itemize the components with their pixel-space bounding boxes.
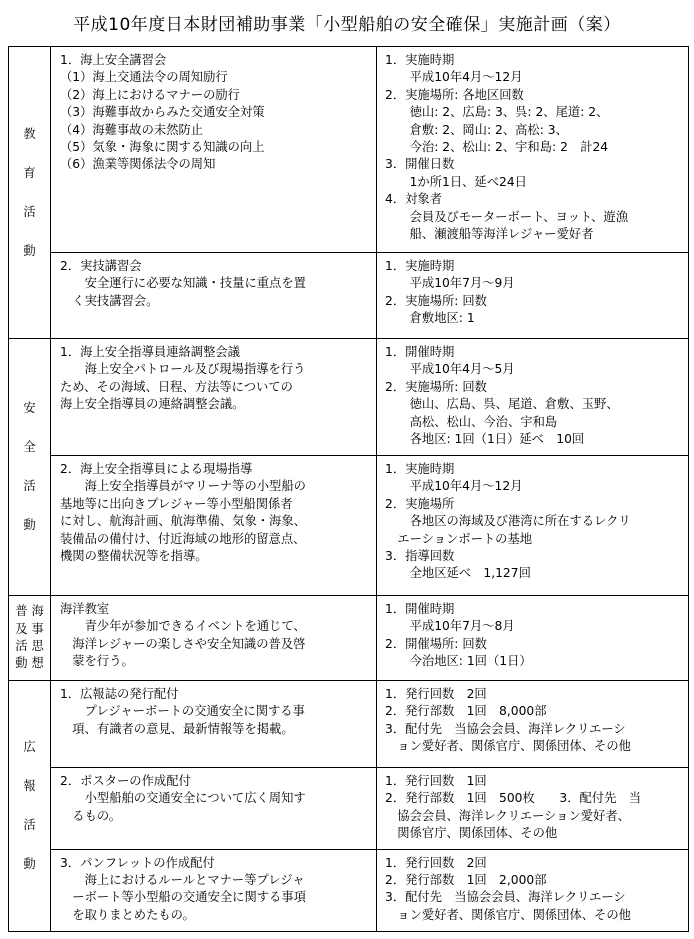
detail-line: 平成10年7月～8月 <box>385 619 515 634</box>
implementation-details-cell <box>377 253 689 339</box>
activity-description-cell <box>51 849 377 931</box>
detail-line: ョン愛好者、関係官庁、関係団体、その他 <box>385 739 631 754</box>
detail-line: 2．発行部数 1回 2,000部 <box>385 873 547 888</box>
description-line: 2．実技講習会 <box>60 259 142 273</box>
category-label <box>9 389 50 545</box>
description-line: ため、その海域、日程、方法等についての <box>60 379 293 394</box>
detail-line: 船、瀬渡船等海洋レジャー愛好者 <box>385 227 594 242</box>
description-line: ーボート等小型船の交通安全に関する事項 <box>60 890 306 905</box>
detail-line: 2．実施場所: 回数 <box>385 293 487 308</box>
detail-line: 2．発行部数 1回 500枚 3．配付先 当 <box>385 791 641 806</box>
detail-line: 平成10年7月～9月 <box>385 276 515 291</box>
implementation-details-cell <box>377 596 689 681</box>
detail-line: 1．開催時期 <box>385 602 455 616</box>
detail-line: 高松、松山、今治、宇和島 <box>385 414 558 429</box>
implementation-details-cell <box>377 768 689 850</box>
category-char: 教 <box>23 126 36 141</box>
activity-description-cell <box>51 681 377 768</box>
category-char: 普 <box>15 604 28 619</box>
description-line: 2．ポスターの作成配付 <box>60 774 191 788</box>
page-title: 平成10年度日本財団補助事業「小型船舶の安全確保」実施計画（案） <box>73 15 621 35</box>
detail-line: 今治地区: 1回（1日） <box>385 654 532 669</box>
detail-line: 2．発行部数 1回 8,000部 <box>385 704 547 719</box>
detail-line: 平成10年4月～12月 <box>385 479 523 494</box>
plan-row <box>9 681 689 768</box>
description-line: 海上におけるルールとマナー等プレジャ <box>60 873 305 888</box>
plan-row <box>9 596 689 681</box>
activity-description-cell <box>51 456 377 596</box>
detail-line: 4．対象者 <box>385 192 443 207</box>
description-line: 海上安全パトロール及び現場指導を行う <box>60 362 306 377</box>
detail-line: 1．発行回数 1回 <box>385 774 487 788</box>
description-line: 項、有識者の意見、最新情報等を掲載。 <box>60 721 294 736</box>
description-line: （4）海難事故の未然防止 <box>60 122 204 137</box>
category-column <box>15 603 27 673</box>
category-char: 海 <box>31 604 44 619</box>
plan-row <box>9 47 689 253</box>
category-char: 動 <box>15 656 28 671</box>
detail-line: 平成10年4月～12月 <box>385 70 523 85</box>
plan-row <box>9 456 689 596</box>
implementation-details-cell <box>377 47 689 253</box>
detail-line: 3．指導回数 <box>385 549 455 564</box>
description-line: 2．海上安全指導員による現場指導 <box>60 462 253 476</box>
description-line: 青少年が参加できるイベントを通じて、 <box>60 619 306 634</box>
detail-line: 1．発行回数 2回 <box>385 687 487 701</box>
detail-line: 1．実施時期 <box>385 462 455 476</box>
detail-line: 2．開催場所: 回数 <box>385 636 487 651</box>
category-column <box>32 603 44 673</box>
description-line: を取りまとめたもの。 <box>60 907 195 922</box>
description-line: 蒙を行う。 <box>60 654 134 669</box>
detail-line: 今治: 2、松山: 2、宇和島: 2 計24 <box>385 140 609 155</box>
category-cell <box>9 681 51 932</box>
description-line: に対し、航海計画、航海準備、気象・海象、 <box>60 514 306 529</box>
category-char: 安 <box>23 401 36 415</box>
implementation-details-cell <box>377 681 689 768</box>
activity-description-cell <box>51 339 377 456</box>
category-char: 動 <box>23 243 36 258</box>
plan-row <box>9 339 689 456</box>
category-char: 動 <box>23 856 36 871</box>
description-line: （5）気象・海象に関する知識の向上 <box>60 140 265 155</box>
plan-row <box>9 849 689 931</box>
detail-line: 徳山、広島、呉、尾道、倉敷、玉野、 <box>385 397 619 412</box>
category-char: 想 <box>31 656 44 671</box>
description-line: 安全運行に必要な知識・技量に重点を置 <box>60 276 306 291</box>
implementation-details-cell <box>377 849 689 931</box>
category-char: 動 <box>23 518 36 532</box>
category-char: 事 <box>31 621 44 636</box>
category-char: 育 <box>23 165 36 180</box>
category-cell <box>9 47 51 339</box>
category-label <box>9 728 50 884</box>
category-char: 及 <box>15 621 28 636</box>
description-line: 1．海上安全指導員連絡調整会議 <box>60 345 240 359</box>
detail-line: ョン愛好者、関係官庁、関係団体、その他 <box>385 907 631 922</box>
plan-row <box>9 768 689 850</box>
detail-line: 倉敷: 2、岡山: 2、高松: 3、 <box>385 122 568 137</box>
detail-line: エーションボートの基地 <box>385 531 533 546</box>
description-line: 装備品の備付け、付近海域の地形的留意点、 <box>60 531 306 546</box>
detail-line: 会員及びモーターボート、ヨット、遊漁 <box>385 209 628 224</box>
category-char: 活 <box>23 817 36 832</box>
plan-row <box>9 253 689 339</box>
description-line: 機関の整備状況等を指導。 <box>60 549 208 564</box>
detail-line: 協会会員、海洋レクリエーション愛好者、 <box>385 808 630 823</box>
activity-description-cell <box>51 768 377 850</box>
detail-line: 1．開催時期 <box>385 345 455 359</box>
detail-line: 1．実施時期 <box>385 259 455 273</box>
description-line: （3）海難事故からみた交通安全対策 <box>60 105 265 120</box>
detail-line: 3．配付先 当協会会員、海洋レクリエーシ <box>385 721 626 736</box>
description-line: 海洋教室 <box>60 602 110 616</box>
detail-line: 3．開催日数 <box>385 157 455 172</box>
description-line: （6）漁業等関係法令の周知 <box>60 157 216 172</box>
detail-line: 全地区延べ 1,127回 <box>385 566 531 581</box>
category-char: 思 <box>31 639 44 653</box>
description-line: プレジャーボートの交通安全に関する事 <box>60 704 305 719</box>
category-label <box>9 603 50 673</box>
description-line: 1．海上安全講習会 <box>60 53 167 67</box>
description-line: 基地等に出向きプレジャー等小型船関係者 <box>60 496 293 511</box>
category-label <box>9 115 50 271</box>
detail-line: 1か所1日、延べ24日 <box>385 174 527 189</box>
implementation-details-cell <box>377 456 689 596</box>
category-char: 活 <box>23 204 36 219</box>
description-line: 3．パンフレットの作成配付 <box>60 855 215 870</box>
category-char: 活 <box>15 639 28 653</box>
description-line: 海上安全指導員がマリーナ等の小型船の <box>60 479 306 494</box>
description-line: るもの。 <box>60 808 121 823</box>
description-line: （1）海上交通法令の周知励行 <box>60 70 228 85</box>
detail-line: 各地区の海域及び港湾に所在するレクリ <box>385 514 631 529</box>
implementation-details-cell <box>377 339 689 456</box>
category-char: 報 <box>23 778 36 793</box>
description-line: く実技講習会。 <box>60 293 159 308</box>
description-line: （2）海上におけるマナーの励行 <box>60 87 240 102</box>
detail-line: 1．発行回数 2回 <box>385 855 487 870</box>
detail-line: 3．配付先 当協会会員、海洋レクリエーシ <box>385 890 626 905</box>
detail-line: 徳山: 2、広島: 3、呉: 2、尾道: 2、 <box>385 105 609 120</box>
detail-line: 平成10年4月～5月 <box>385 362 515 377</box>
activity-description-cell <box>51 47 377 253</box>
category-char: 広 <box>23 739 36 754</box>
description-line: 1．広報誌の発行配付 <box>60 687 179 701</box>
description-line: 小型船舶の交通安全について広く周知す <box>60 791 306 806</box>
detail-line: 関係官庁、関係団体、その他 <box>385 826 558 841</box>
category-cell <box>9 339 51 596</box>
detail-line: 各地区: 1回（1日）延べ 10回 <box>385 432 585 447</box>
category-char: 活 <box>23 479 36 493</box>
description-line: 海洋レジャーの楽しさや安全知識の普及啓 <box>60 636 306 651</box>
activity-description-cell <box>51 253 377 339</box>
description-line: 海上安全指導員の連絡調整会議。 <box>60 397 245 412</box>
plan-table <box>8 46 689 932</box>
detail-line: 2．実施場所: 各地区回数 <box>385 87 524 102</box>
detail-line: 1．実施時期 <box>385 53 455 67</box>
activity-description-cell <box>51 596 377 681</box>
category-cell <box>9 596 51 681</box>
detail-line: 2．実施場所: 回数 <box>385 379 487 394</box>
category-char: 全 <box>23 440 36 454</box>
detail-line: 倉敷地区: 1 <box>385 311 475 326</box>
detail-line: 2．実施場所 <box>385 496 455 511</box>
